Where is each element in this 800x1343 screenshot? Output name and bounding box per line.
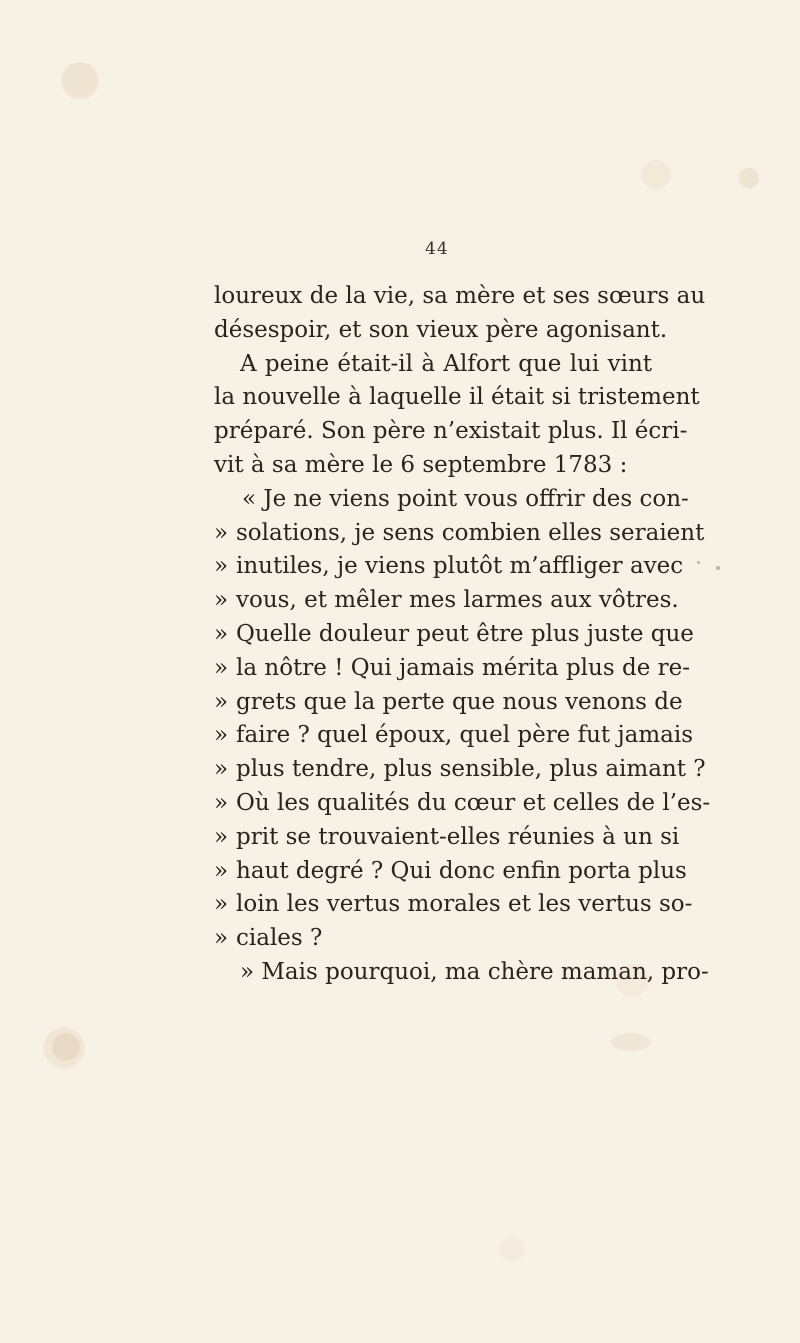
quote-line-text: loin les vertus morales et les vertus so-: [236, 891, 693, 918]
quote-line-text: plus tendre, plus sensible, plus aimant ?: [236, 756, 706, 783]
text-line: désespoir, et son vieux père agonisant.: [214, 316, 668, 343]
quote-marker: »: [214, 891, 229, 918]
text-line: préparé. Son père n’existait plus. Il écri-: [214, 418, 688, 445]
quote-line: [214, 922, 652, 956]
quote-line-text: grets que la perte que nous venons de: [236, 688, 683, 715]
quote-marker: »: [214, 519, 229, 546]
ink-speck: [697, 561, 700, 564]
quote-line: [214, 888, 693, 922]
quote-line-text: solations, je sens combien elles seraient: [236, 519, 705, 546]
quote-line-text: ciales ?: [236, 925, 323, 952]
paper-stain: [611, 1033, 651, 1051]
quote-line: [214, 618, 694, 652]
page-number: 44: [425, 239, 449, 259]
quote-line: [214, 550, 684, 584]
quote-line: [214, 584, 679, 618]
quote-marker: »: [214, 789, 229, 816]
quote-line: [214, 517, 705, 551]
quote-marker: »: [214, 654, 229, 681]
quote-line-text: Où les qualités du cœur et celles de l’es-: [236, 789, 711, 816]
text-line: A peine était-il à Alfort que lui vint: [240, 350, 652, 377]
quote-line: [214, 753, 706, 787]
quote-line-text: faire ? quel époux, quel père fut jamais: [236, 722, 694, 749]
text-line: vit à sa mère le 6 septembre 1783 :: [214, 451, 628, 478]
quote-marker: »: [214, 756, 229, 783]
quote-line: [214, 719, 694, 753]
text-line: loureux de la vie, sa mère et ses sœurs au: [214, 283, 706, 309]
quote-marker: »: [214, 553, 229, 580]
quote-line: [214, 821, 680, 855]
body-text: [214, 280, 711, 990]
quote-line: [214, 686, 683, 720]
quote-marker: »: [214, 587, 229, 614]
quote-line-text: prit se trouvaient-elles réunies à un si: [236, 823, 680, 850]
quote-marker: »: [214, 620, 229, 647]
quote-marker: »: [214, 857, 229, 884]
quote-line-text: inutiles, je viens plutôt m’affliger avec: [236, 553, 684, 580]
quote-line-text: haut degré ? Qui donc enfin porta plus: [236, 857, 687, 884]
quote-marker: »: [214, 722, 229, 749]
quote-line: [214, 787, 711, 821]
ink-speck: [716, 566, 720, 570]
quote-line-text: vous, et mêler mes larmes aux vôtres.: [236, 587, 679, 614]
quote-continuation-line: » Mais pourquoi, ma chère maman, pro-: [240, 958, 709, 985]
quote-marker: »: [214, 688, 229, 715]
quote-line: [214, 855, 687, 889]
paper-stain: [52, 1033, 80, 1061]
quote-marker: »: [214, 823, 229, 850]
quote-marker: »: [214, 925, 229, 952]
text-line: la nouvelle à laquelle il était si tristement: [214, 384, 700, 411]
quote-line-text: la nôtre ! Qui jamais mérita plus de re-: [236, 654, 690, 681]
quote-line-text: Quelle douleur peut être plus juste que: [236, 620, 694, 647]
quote-opening-line: « Je ne viens point vous offrir des con-: [242, 485, 689, 512]
quote-line: [214, 652, 690, 686]
paper-stain: [739, 168, 759, 188]
